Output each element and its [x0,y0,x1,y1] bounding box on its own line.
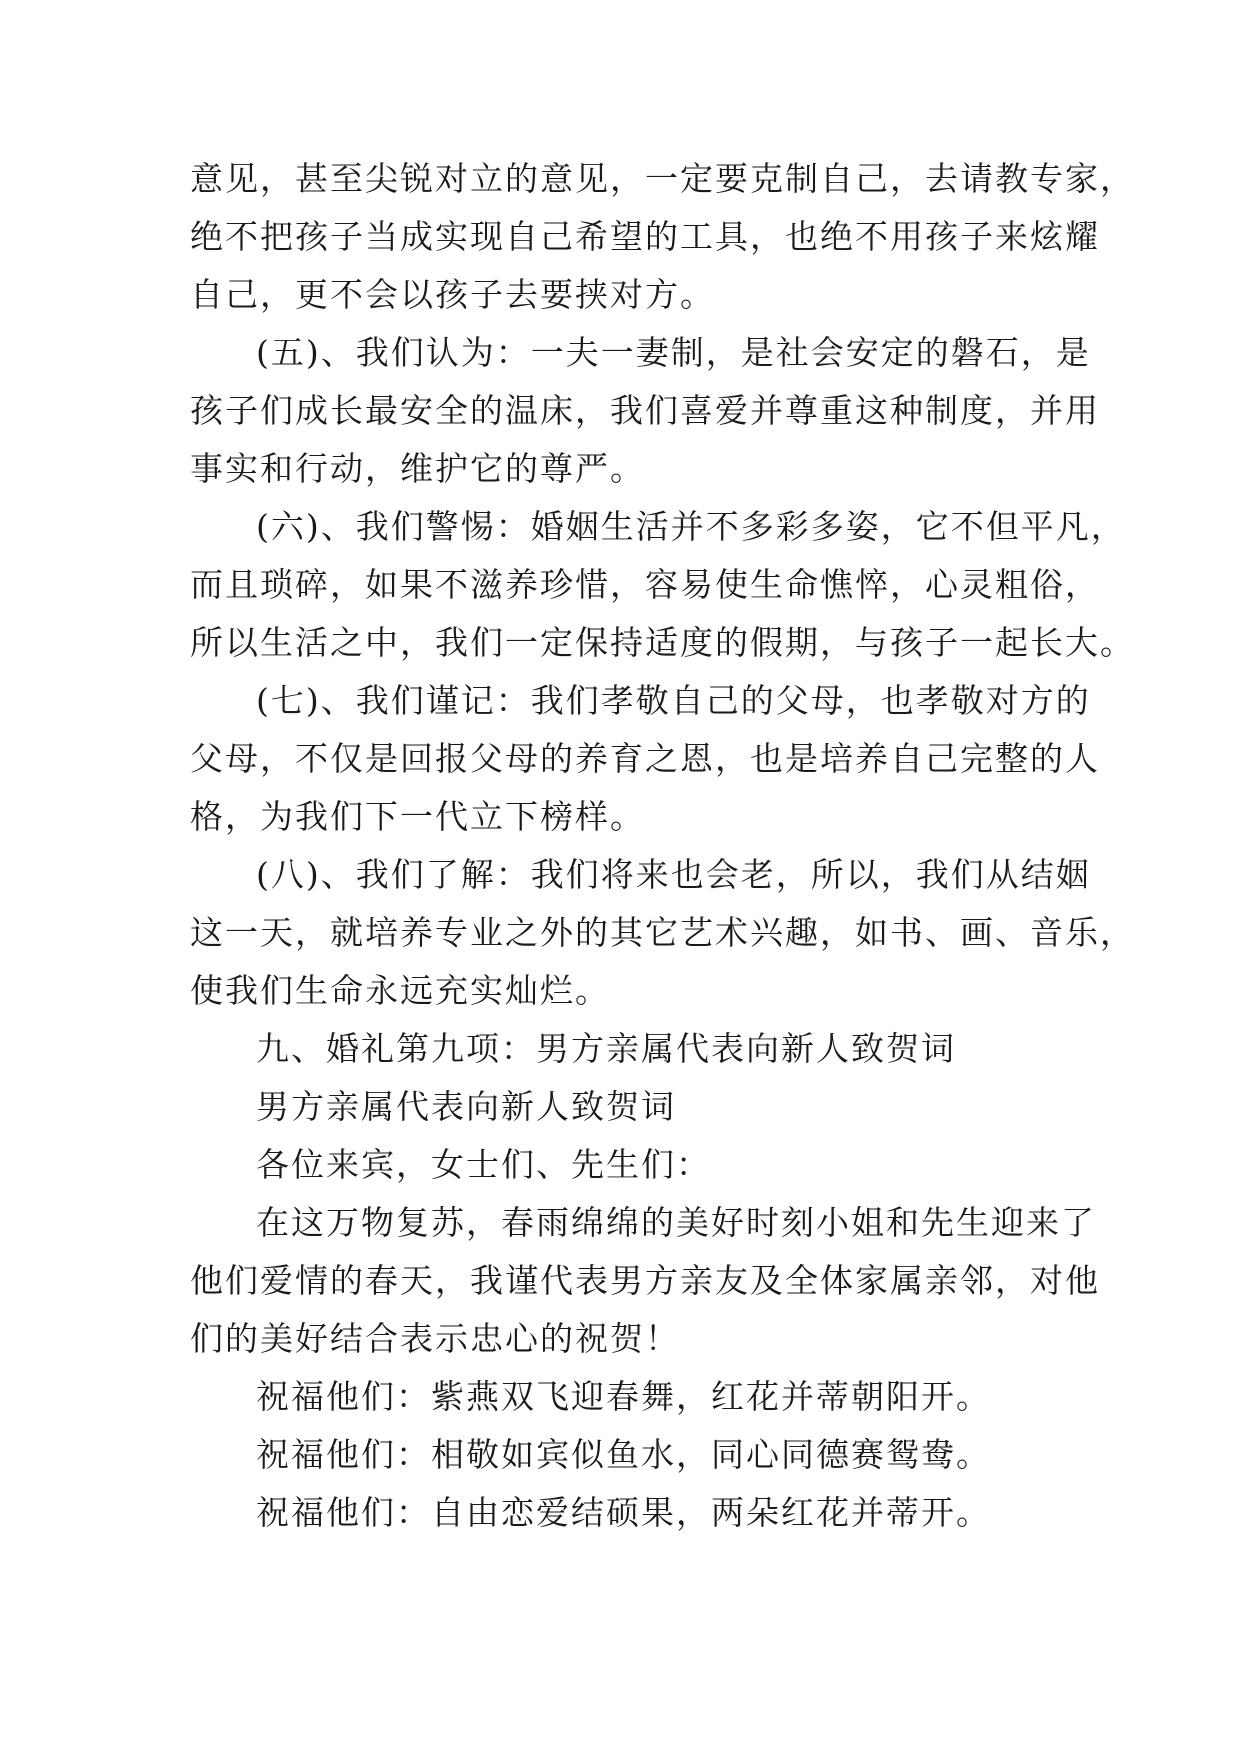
text-line: (八)、我们了解：我们将来也会老，所以，我们从结姻 [256,855,1091,894]
paragraph [190,1020,1065,1078]
text-line: 所以生活之中，我们一定保持适度的假期，与孩子一起长大。 [190,623,1135,662]
text-line: 使我们生命永远充实灿烂。 [190,971,610,1010]
text-line: 意见，甚至尖锐对立的意见，一定要克制自己，去请教专家， [190,159,1135,198]
text-line: (五)、我们认为：一夫一妻制，是社会安定的磐石，是 [256,333,1091,372]
text-line: 各位来宾，女士们、先生们： [256,1145,711,1184]
paragraph [190,1194,1100,1368]
text-line: 这一天，就培养专业之外的其它艺术兴趣，如书、画、音乐， [190,913,1135,952]
text-line: (七)、我们谨记：我们孝敬自己的父母，也孝敬对方的 [256,681,1091,720]
paragraph [190,1426,1065,1484]
text-line: 祝福他们：相敬如宾似鱼水，同心同德赛鸳鸯。 [256,1435,991,1474]
text-line: 而且琐碎，如果不滋养珍惜，容易使生命憔悴，心灵粗俗， [190,565,1100,604]
paragraph [190,150,1135,324]
text-line: 在这万物复苏，春雨绵绵的美好时刻小姐和先生迎来了 [256,1203,1096,1242]
text-line: 格，为我们下一代立下榜样。 [190,797,645,836]
document-body [190,150,1135,1542]
text-line: 他们爱情的春天，我谨代表男方亲友及全体家属亲邻，对他 [190,1261,1100,1300]
paragraph [190,498,1135,672]
paragraph [190,1078,1065,1136]
text-line: 祝福他们：自由恋爱结硕果，两朵红花并蒂开。 [256,1493,991,1532]
text-line: 绝不把孩子当成实现自己希望的工具，也绝不用孩子来炫耀 [190,217,1100,256]
text-line: 孩子们成长最安全的温床，我们喜爱并尊重这种制度，并用 [190,391,1100,430]
text-line: (六)、我们警惕：婚姻生活并不多彩多姿，它不但平凡， [256,507,1126,546]
paragraph [190,846,1135,1020]
paragraph [190,1368,1065,1426]
text-line: 父母，不仅是回报父母的养育之恩，也是培养自己完整的人 [190,739,1100,778]
text-line: 男方亲属代表向新人致贺词 [256,1087,676,1126]
text-line: 自己，更不会以孩子去要挟对方。 [190,275,715,314]
paragraph [190,324,1100,498]
paragraph [190,1484,1065,1542]
text-line: 事实和行动，维护它的尊严。 [190,449,645,488]
text-line: 九、婚礼第九项：男方亲属代表向新人致贺词 [256,1029,956,1068]
text-line: 祝福他们：紫燕双飞迎春舞，红花并蒂朝阳开。 [256,1377,991,1416]
text-line: 们的美好结合表示忠心的祝贺！ [190,1319,680,1358]
paragraph [190,1136,1065,1194]
paragraph [190,672,1100,846]
